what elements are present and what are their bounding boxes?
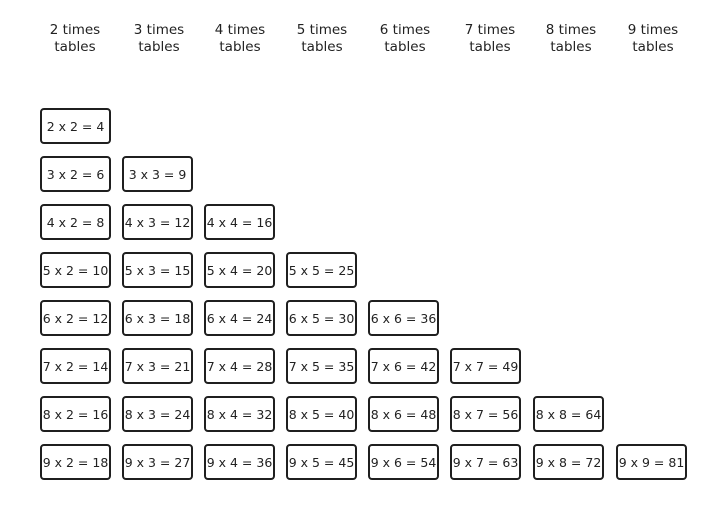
multiplication-card: 8 x 4 = 32: [204, 396, 275, 432]
multiplication-card: 9 x 7 = 63: [450, 444, 521, 480]
multiplication-card: 9 x 2 = 18: [40, 444, 111, 480]
multiplication-card: 7 x 5 = 35: [286, 348, 357, 384]
column-header: 8 times tables: [545, 22, 597, 55]
column-header: 6 times tables: [379, 22, 431, 55]
multiplication-card: 9 x 6 = 54: [368, 444, 439, 480]
multiplication-card: 9 x 9 = 81: [616, 444, 687, 480]
multiplication-card: 9 x 3 = 27: [122, 444, 193, 480]
multiplication-card: 4 x 2 = 8: [40, 204, 111, 240]
multiplication-card: 4 x 3 = 12: [122, 204, 193, 240]
multiplication-card: 8 x 3 = 24: [122, 396, 193, 432]
multiplication-card: 2 x 2 = 4: [40, 108, 111, 144]
multiplication-card: 7 x 2 = 14: [40, 348, 111, 384]
column-header: 2 times tables: [49, 22, 101, 55]
column-header: 4 times tables: [214, 22, 266, 55]
multiplication-card: 3 x 2 = 6: [40, 156, 111, 192]
multiplication-card: 3 x 3 = 9: [122, 156, 193, 192]
column-header: 3 times tables: [133, 22, 185, 55]
multiplication-card: 5 x 2 = 10: [40, 252, 111, 288]
multiplication-card: 5 x 5 = 25: [286, 252, 357, 288]
multiplication-card: 8 x 8 = 64: [533, 396, 604, 432]
multiplication-card: 9 x 5 = 45: [286, 444, 357, 480]
multiplication-card: 8 x 6 = 48: [368, 396, 439, 432]
multiplication-card: 5 x 4 = 20: [204, 252, 275, 288]
multiplication-card: 8 x 5 = 40: [286, 396, 357, 432]
multiplication-card: 6 x 2 = 12: [40, 300, 111, 336]
multiplication-card: 6 x 6 = 36: [368, 300, 439, 336]
multiplication-card: 4 x 4 = 16: [204, 204, 275, 240]
multiplication-card: 7 x 7 = 49: [450, 348, 521, 384]
column-header: 5 times tables: [296, 22, 348, 55]
column-header: 7 times tables: [464, 22, 516, 55]
multiplication-card: 6 x 4 = 24: [204, 300, 275, 336]
multiplication-card: 6 x 5 = 30: [286, 300, 357, 336]
multiplication-card: 7 x 6 = 42: [368, 348, 439, 384]
column-header: 9 times tables: [627, 22, 679, 55]
multiplication-card: 8 x 7 = 56: [450, 396, 521, 432]
multiplication-card: 9 x 4 = 36: [204, 444, 275, 480]
multiplication-card: 7 x 3 = 21: [122, 348, 193, 384]
multiplication-card: 9 x 8 = 72: [533, 444, 604, 480]
multiplication-card: 6 x 3 = 18: [122, 300, 193, 336]
multiplication-card: 7 x 4 = 28: [204, 348, 275, 384]
multiplication-card: 8 x 2 = 16: [40, 396, 111, 432]
multiplication-card: 5 x 3 = 15: [122, 252, 193, 288]
